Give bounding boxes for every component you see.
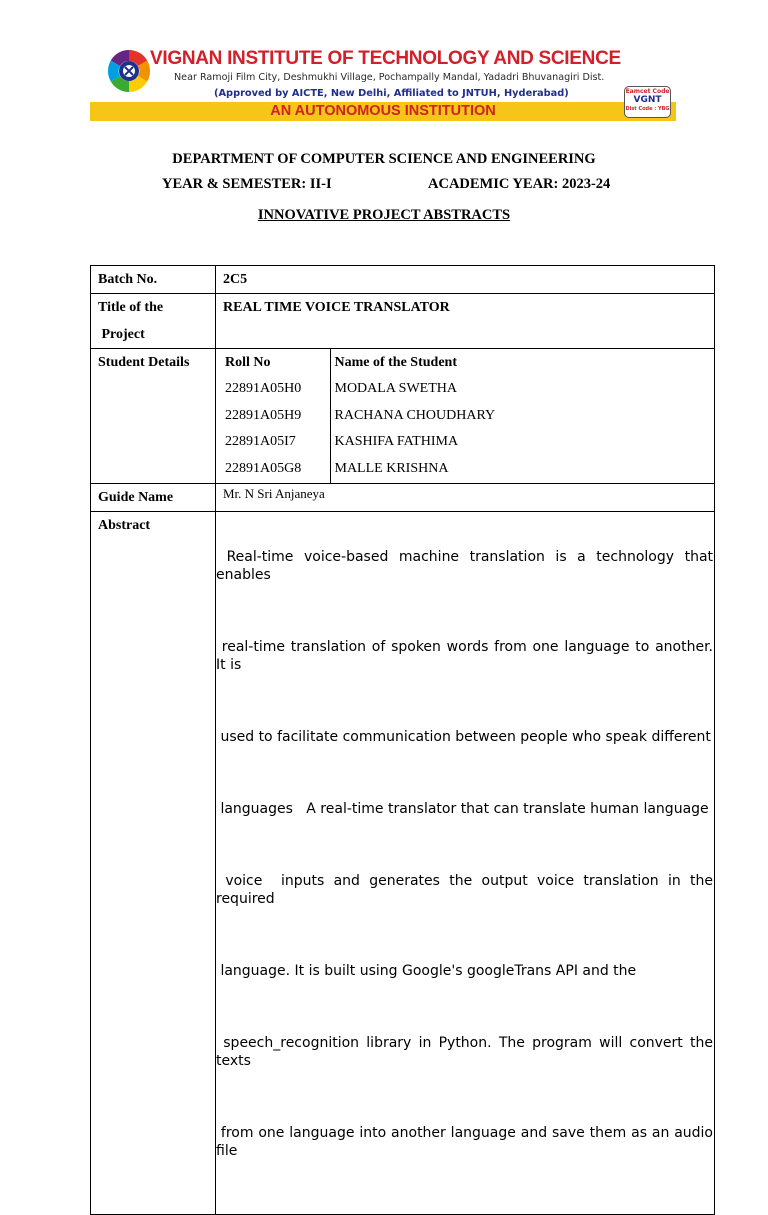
autonomous-band [90,102,676,121]
academic-year: ACADEMIC YEAR: 2023-24 [428,176,611,192]
project-title: REAL TIME VOICE TRANSLATOR [223,300,450,315]
student-roll: 22891A05I7 [225,434,296,450]
eamcet-label: Eamcet Code [625,88,670,95]
abstract-paragraph: from one language into another language and save them as an audio file [216,1124,718,1159]
abstract-paragraph: voice inputs and generates the output voice translation in the required [216,872,718,907]
abstract-paragraph: languages A real-time translator that can translate human language [216,800,709,817]
student-name: MODALA SWETHA [334,381,457,396]
table-row-batch [91,266,715,294]
abstract-paragraph: real-time translation of spoken words from one language to another. It is [216,638,718,673]
student-name: KASHIFA FATHIMA [334,434,459,450]
institute-name: VIGNAN INSTITUTE OF TECHNOLOGY AND SCIENCE [150,48,621,69]
table-row-abstract [91,511,715,1214]
abstract-paragraph: used to facilitate communication between people who speak different [216,728,711,745]
student-header-row [216,349,714,376]
student-roll: 22891A05H9 [225,407,302,423]
eamcet-code-badge [624,86,671,118]
abstract-text [216,512,718,1214]
abstract-label: Abstract [98,517,151,533]
student-row [216,376,714,403]
student-row [216,403,714,430]
document-title: INNOVATIVE PROJECT ABSTRACTS [257,207,511,223]
student-details-table [216,349,714,483]
student-name: RACHANA CHOUDHARY [334,407,496,423]
institute-logo [106,48,152,94]
dist-code: Dist Code : YBG [625,106,670,112]
roll-no-header: Roll No [225,355,271,370]
student-roll: 22891A05G8 [225,461,302,477]
batch-label: Batch No. [98,272,158,287]
guide-label: Guide Name [98,489,174,505]
students-label: Student Details [98,355,190,370]
abstract-paragraph: speech_recognition library in Python. The program will convert the texts [216,1034,718,1069]
institute-address: Near Ramoji Film City, Deshmukhi Village, Pochampally Mandal, Yadadri Bhuvanagiri Dist. [174,72,605,83]
project-abstract-table [90,265,718,1215]
student-row [216,429,714,456]
table-row-title [91,294,715,349]
abstract-paragraph: language. It is built using Google's googleTrans API and the [216,962,637,979]
student-name: MALLE KRISHNA [334,461,449,477]
table-row-students [91,349,715,484]
student-name-header: Name of the Student [334,355,457,370]
table-row-guide [91,483,715,511]
student-roll: 22891A05H0 [225,381,302,396]
student-row [216,456,714,483]
year-semester: YEAR & SEMESTER: II-I [162,176,332,192]
institute-approval: (Approved by AICTE, New Delhi, Affiliated to JNTUH, Hyderabad) [214,88,569,99]
title-label-line2: Project [98,327,145,342]
batch-value: 2C5 [223,272,248,287]
autonomous-text: AN AUTONOMOUS INSTITUTION [270,103,496,119]
guide-name: Mr. N Sri Anjaneya [223,485,325,501]
letterhead [90,44,676,122]
eamcet-code: VGNT [633,95,662,105]
abstract-paragraph: Real-time voice-based machine translation is a technology that enables [216,548,718,583]
department-heading: DEPARTMENT OF COMPUTER SCIENCE AND ENGINEERING [172,151,596,167]
title-label-line1: Title of the [98,300,164,315]
